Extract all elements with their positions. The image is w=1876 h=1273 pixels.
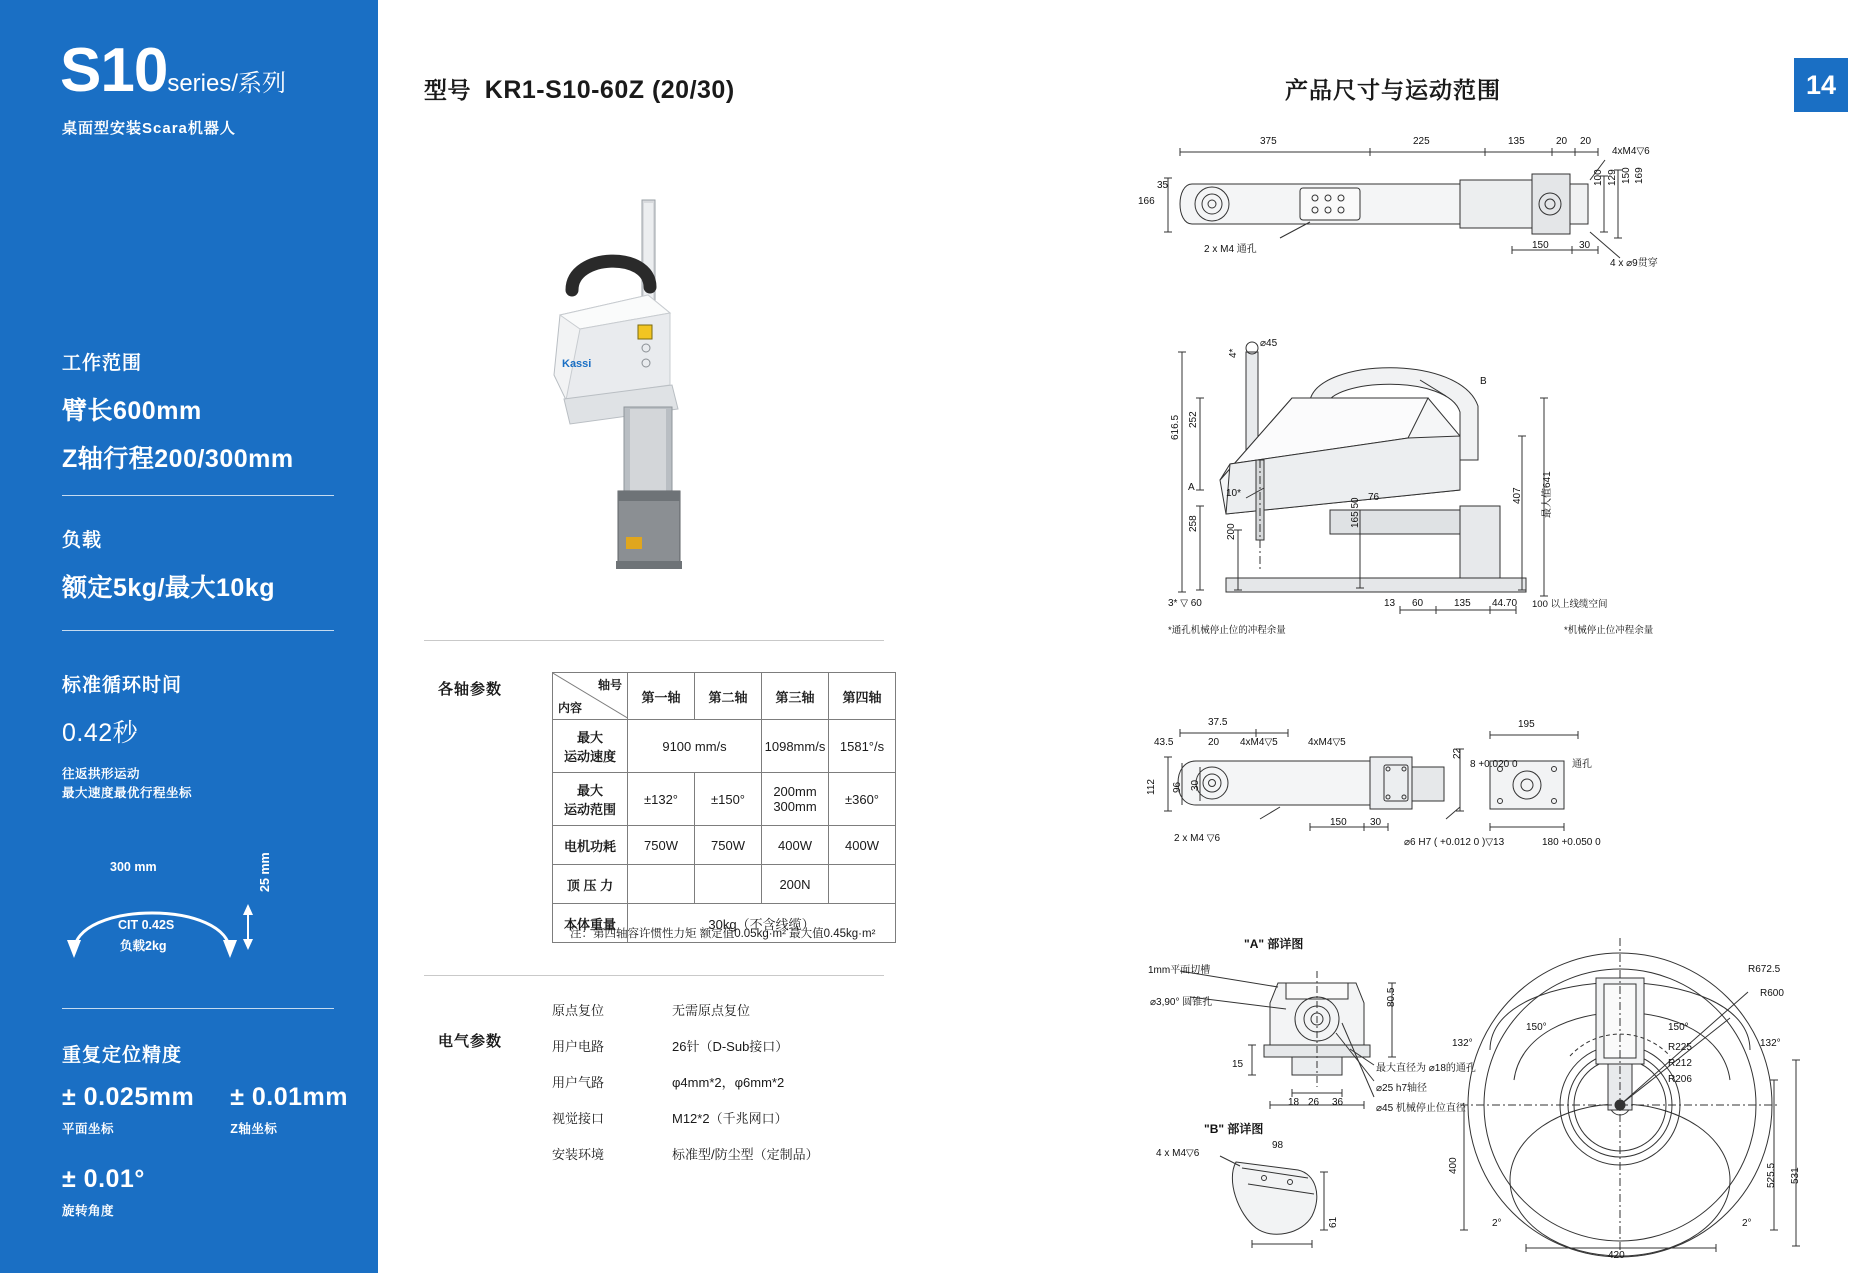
row-header-max-speed-l2: 运动速度 <box>563 749 616 764</box>
cell-max-speed-axis12: 9100 mm/s <box>628 720 762 773</box>
dim-22: 22 <box>1452 747 1463 759</box>
list-item <box>552 1000 819 1019</box>
electrical-value-2: φ4mm*2，φ6mm*2 <box>672 1075 785 1090</box>
electrical-spec-list <box>552 1000 819 1180</box>
drawing-bottom-view <box>1146 715 1650 855</box>
section-work-range <box>62 348 332 475</box>
dim-20-a: 20 <box>1556 136 1568 147</box>
row-header-max-speed <box>553 720 628 773</box>
detail-a-title: "A" 部详图 <box>1244 937 1304 951</box>
list-item <box>552 1144 819 1163</box>
series-name: S10 <box>60 36 168 105</box>
dim-150-h: 150 <box>1532 240 1549 251</box>
dim-375: 375 <box>1260 136 1277 147</box>
cycle-time-note-2: 最大速度最优行程坐标 <box>62 785 193 800</box>
dim-60: 60 <box>1412 598 1424 609</box>
row-header-press-force: 顶 压 力 <box>553 865 628 904</box>
model-label: 型号 <box>424 77 471 103</box>
dim-166: 166 <box>1138 196 1155 207</box>
angle-132-right: 132° <box>1760 1038 1781 1049</box>
dim-max-641: 最大值641 <box>1542 471 1553 518</box>
electrical-value-1: 26针（D-Sub接口） <box>672 1039 789 1054</box>
table-header-row <box>553 673 896 720</box>
cell-max-range-axis4: ±360° <box>829 773 896 826</box>
cell-motor-power-axis2: 750W <box>695 826 762 865</box>
dim-through-hole: 通孔 <box>1572 759 1592 770</box>
dim-30-bv: 30 <box>1370 817 1382 828</box>
column-header-axis-1: 第一轴 <box>628 673 695 720</box>
drawing-side-view <box>1160 340 1660 640</box>
detail-a-note-slot: 1mm平面切槽 <box>1148 965 1211 976</box>
payload-value: 额定5kg/最大10kg <box>62 574 276 602</box>
detail-b-title: "B" 部详图 <box>1204 1122 1264 1136</box>
divider-1 <box>62 495 334 496</box>
cell-press-force-axis3: 200N <box>762 865 829 904</box>
dim-76: 76 <box>1368 492 1380 503</box>
arc-side-label: 25 mm <box>258 852 272 892</box>
series-subtitle: 桌面型安装Scara机器人 <box>62 120 236 137</box>
column-header-axis-3: 第三轴 <box>762 673 829 720</box>
svg-text:Kassi: Kassi <box>562 358 592 370</box>
cycle-time-note-1: 往返拱形运动 <box>62 767 141 781</box>
dim-407: 407 <box>1512 487 1523 504</box>
cell-body-weight: 30kg（不含线缆） <box>628 904 896 943</box>
table-row <box>553 865 896 904</box>
row-header-motor-power: 电机功耗 <box>553 826 628 865</box>
row-header-max-speed-l1: 最大 <box>576 730 603 745</box>
label-b: B <box>1480 376 1487 387</box>
arc-top-label: 300 mm <box>110 860 157 874</box>
list-item <box>552 1072 819 1091</box>
electrical-key-0: 原点复位 <box>552 1003 605 1018</box>
work-range-line-2: Z轴行程200/300mm <box>62 445 294 473</box>
dim-400: 400 <box>1448 1157 1459 1174</box>
electrical-key-2: 用户气路 <box>552 1075 605 1090</box>
list-item <box>552 1108 819 1127</box>
work-range-heading: 工作范围 <box>62 353 143 374</box>
dim-4xm4-5-a: 4xM4▽5 <box>1240 737 1278 748</box>
dim-112: 112 <box>1146 779 1157 795</box>
electrical-key-4: 安装环境 <box>552 1147 605 1162</box>
cycle-time-heading: 标准循环时间 <box>62 675 183 696</box>
dim-10star: 10* <box>1226 488 1242 499</box>
cell-press-force-axis1 <box>628 865 695 904</box>
page-number-badge: 14 <box>1794 58 1848 112</box>
cell-max-range-axis1: ±132° <box>628 773 695 826</box>
electrical-section-label: 电气参数 <box>438 1033 503 1050</box>
angle-132-left: 132° <box>1452 1038 1473 1049</box>
dim-r672-5: R672.5 <box>1748 964 1781 975</box>
cell-max-speed-axis4: 1581°/s <box>829 720 896 773</box>
accuracy-value-2: ± 0.01mm <box>230 1083 348 1111</box>
dim-r206: R206 <box>1668 1074 1692 1085</box>
dim-258: 258 <box>1188 515 1199 532</box>
series-title <box>60 36 287 105</box>
accuracy-heading: 重复定位精度 <box>62 1045 183 1066</box>
electrical-value-4: 标准型/防尘型（定制品） <box>672 1147 819 1162</box>
table-row <box>553 720 896 773</box>
label-a: A <box>1188 482 1195 493</box>
model-name: KR1-S10-60Z (20/30) <box>484 76 735 104</box>
section-cycle-time <box>62 670 332 803</box>
angle-2-right: 2° <box>1742 1218 1752 1229</box>
detail-a-note-cone: ⌀3,90° 圆锥孔 <box>1150 997 1213 1008</box>
cycle-time-value: 0.42秒 <box>62 719 139 747</box>
dim-225: 225 <box>1413 136 1430 147</box>
table-row <box>553 826 896 865</box>
cell-motor-power-axis3: 400W <box>762 826 829 865</box>
list-item <box>552 1036 819 1055</box>
dim-r212: R212 <box>1668 1058 1692 1069</box>
dim-20-b: 20 <box>1580 136 1592 147</box>
dim-30: 30 <box>1579 240 1591 251</box>
angle-150-left: 150° <box>1526 1022 1547 1033</box>
dim-195: 195 <box>1518 719 1535 730</box>
cell-max-speed-axis3: 1098mm/s <box>762 720 829 773</box>
dim-8-tol: 8 +0.020 0 <box>1470 759 1518 770</box>
corner-bottom-label: 内容 <box>558 701 583 715</box>
dim-150-v: 150 <box>1621 167 1632 184</box>
dim-20-bv: 20 <box>1208 737 1220 748</box>
series-suffix: series/系列 <box>167 70 287 97</box>
dim-4xm4: 4xM4▽6 <box>1612 146 1650 157</box>
cell-max-range-axis3: 200mm 300mm <box>762 773 829 826</box>
axis-spec-table <box>552 672 896 943</box>
note-stroke-margin-2: *机械停止位冲程余量 <box>1564 625 1654 636</box>
row-header-max-range-l1: 最大 <box>576 783 603 798</box>
row-header-body-weight: 本体重量 <box>553 904 628 943</box>
electrical-key-3: 视觉接口 <box>552 1111 605 1126</box>
dim-165-50: 165.50 <box>1350 497 1361 528</box>
arc-center-label-2: 负载2kg <box>120 939 167 953</box>
detail-b-dim-98: 98 <box>1272 1140 1284 1151</box>
detail-b-dim-4xm4: 4 x M4▽6 <box>1156 1148 1200 1159</box>
table-corner-cell <box>553 673 628 720</box>
drawing-top-view <box>1138 136 1658 270</box>
payload-heading: 负载 <box>62 530 103 551</box>
dim-43-5: 43.5 <box>1154 737 1174 748</box>
detail-a-dim-15: 15 <box>1232 1059 1244 1070</box>
detail-a-dim-80-5: 80.5 <box>1386 987 1397 1007</box>
dim-4star: 4* <box>1228 348 1239 358</box>
cell-motor-power-axis4: 400W <box>829 826 896 865</box>
electrical-value-3: M12*2（千兆网口） <box>672 1111 788 1126</box>
dim-30-v: 30 <box>1190 779 1201 791</box>
accuracy-value-1: ± 0.025mm <box>62 1083 195 1111</box>
dim-135: 135 <box>1508 136 1525 147</box>
column-header-axis-2: 第二轴 <box>695 673 762 720</box>
spec-footnote: 注：第四轴容许惯性力矩 额定值0.05kg·m² 最大值0.45kg·m² <box>570 928 876 940</box>
note-2xm4-6: 2 x M4 ▽6 <box>1174 833 1221 844</box>
divider-specs-bottom <box>424 975 884 976</box>
note-stroke-margin-1: *通孔机械停止位的冲程余量 <box>1168 625 1286 636</box>
detail-a-note-max-dia: 最大直径为 ⌀18的通孔 <box>1376 1063 1476 1074</box>
note-2xm4-through: 2 x M4 通孔 <box>1204 244 1257 255</box>
detail-a-dim-18: 18 <box>1288 1097 1300 1108</box>
dim-200: 200 <box>1226 523 1237 540</box>
detail-b-dim-61: 61 <box>1328 1216 1339 1228</box>
dim-3star-60: 3* ▽ 60 <box>1168 598 1202 609</box>
drawing-motion-range <box>1430 930 1830 1260</box>
robot-product-illustration <box>520 195 750 585</box>
electrical-value-0: 无需原点复位 <box>672 1003 751 1018</box>
note-cable-space: 100 以上线缆空间 <box>1532 599 1608 610</box>
dim-4x9-through: 4 x ⌀9贯穿 <box>1610 258 1658 269</box>
arc-center-label-1: CIT 0.42S <box>118 918 175 932</box>
drawing-detail-b <box>1156 1120 1400 1250</box>
dim-420: 420 <box>1608 1250 1625 1261</box>
accuracy-caption-1: 平面坐标 <box>62 1122 115 1136</box>
electrical-key-1: 用户电路 <box>552 1039 605 1054</box>
detail-a-dim-26: 26 <box>1308 1097 1320 1108</box>
angle-2-left: 2° <box>1492 1218 1502 1229</box>
dim-135-s: 135 <box>1454 598 1471 609</box>
accuracy-value-3: ± 0.01° <box>62 1164 145 1193</box>
dim-r600: R600 <box>1760 988 1784 999</box>
accuracy-caption-2: Z轴坐标 <box>230 1122 278 1136</box>
detail-a-dim-36: 36 <box>1332 1097 1344 1108</box>
dim-100: 100 <box>1593 169 1604 186</box>
dim-35: 35 <box>1157 180 1169 191</box>
dim-d45: ⌀45 <box>1260 338 1278 349</box>
detail-a-note-stop-dia: ⌀45 机械停止位直径 <box>1376 1103 1466 1114</box>
corner-top-label: 轴号 <box>597 678 622 692</box>
section-payload <box>62 525 332 604</box>
dim-37-5: 37.5 <box>1208 717 1228 728</box>
divider-3 <box>62 1008 334 1009</box>
dim-252: 252 <box>1188 411 1199 428</box>
accuracy-caption-3: 旋转角度 <box>62 1203 115 1218</box>
dim-180-tol: 180 +0.050 0 <box>1542 837 1601 848</box>
angle-150-right: 150° <box>1668 1022 1689 1033</box>
column-header-axis-4: 第四轴 <box>829 673 896 720</box>
dim-525-5: 525.5 <box>1766 1162 1777 1188</box>
dim-96: 96 <box>1172 781 1183 793</box>
row-header-max-range <box>553 773 628 826</box>
dimensions-section-title: 产品尺寸与运动范围 <box>1285 77 1501 103</box>
dim-4xm4-5-b: 4xM4▽5 <box>1308 737 1346 748</box>
dim-616-5: 616.5 <box>1170 414 1181 440</box>
divider-specs-top <box>424 640 884 641</box>
cell-motor-power-axis1: 750W <box>628 826 695 865</box>
sidebar <box>0 0 378 1273</box>
row-header-max-range-l2: 运动范围 <box>563 802 616 817</box>
dim-6h7: ⌀6 H7 ( +0.012 0 )▽13 <box>1404 837 1505 848</box>
dim-13: 13 <box>1384 598 1396 609</box>
work-range-line-1: 臂长600mm <box>62 397 202 425</box>
divider-2 <box>62 630 334 631</box>
spec-section-label: 各轴参数 <box>438 681 503 698</box>
dim-150-bv: 150 <box>1330 817 1347 828</box>
cycle-arc-diagram <box>62 852 342 970</box>
dim-129: 129 <box>1607 169 1618 186</box>
dim-169: 169 <box>1634 167 1645 184</box>
cell-press-force-axis4 <box>829 865 896 904</box>
section-accuracy <box>62 1040 362 1221</box>
model-title <box>424 72 735 105</box>
cell-max-range-axis2: ±150° <box>695 773 762 826</box>
table-row <box>553 773 896 826</box>
cell-press-force-axis2 <box>695 865 762 904</box>
dim-r225: R225 <box>1668 1042 1692 1053</box>
dim-531: 531 <box>1790 1167 1801 1184</box>
detail-a-note-shaft: ⌀25 h7轴径 <box>1376 1083 1428 1094</box>
dim-44-70: 44.70 <box>1492 598 1518 609</box>
